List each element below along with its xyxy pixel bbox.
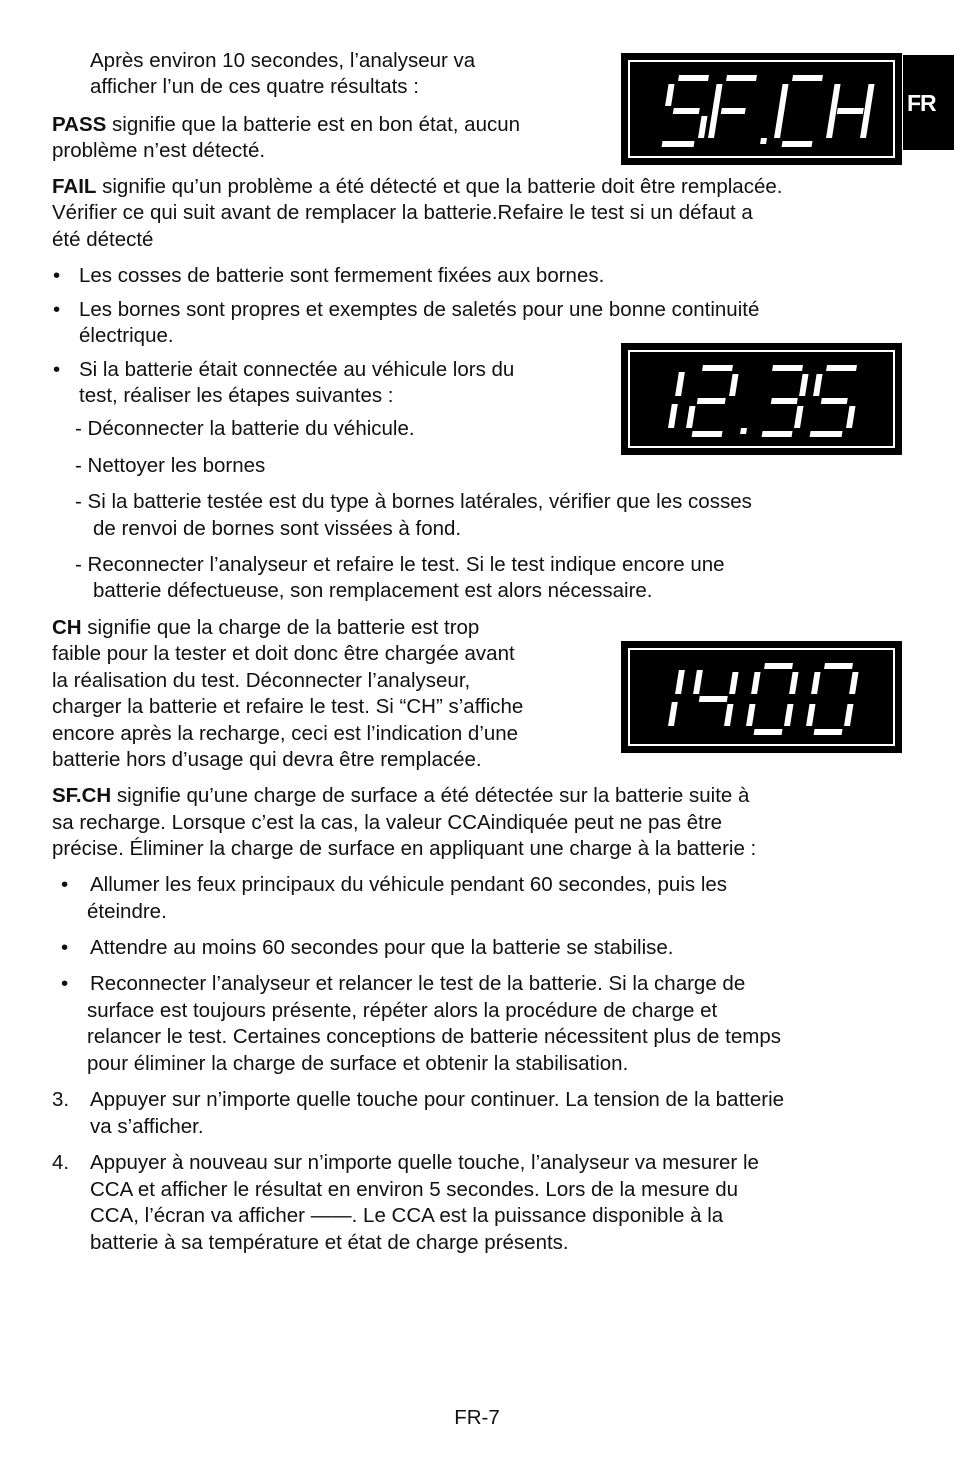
item-4-line-3: CCA, l’écran va afficher ——. Le CCA est la puissance disponible à la bbox=[90, 1204, 724, 1227]
lcd-readout-voltage bbox=[624, 346, 899, 452]
lcd-display-sfch bbox=[621, 53, 902, 165]
language-tab-label: FR bbox=[907, 90, 936, 116]
step-3-line-1: - Si la batterie testée est du type à bornes latérales, vérifier que les cosses bbox=[75, 490, 752, 513]
lcd-readout-sfch bbox=[624, 56, 899, 162]
step-2: - Nettoyer les bornes bbox=[75, 454, 266, 477]
sfch-line-3: précise. Éliminer la charge de surface en appliquant une charge à la batterie : bbox=[52, 837, 757, 860]
ch-line-6: batterie hors d’usage qui devra être remplacée. bbox=[52, 748, 482, 771]
intro-line-2: afficher l’un de ces quatre résultats : bbox=[90, 75, 419, 98]
bullet-icon: • bbox=[53, 264, 61, 287]
bullet-icon: • bbox=[61, 972, 69, 995]
fail-line-2: Vérifier ce qui suit avant de remplacer la batterie.Refaire le test si un défaut a bbox=[52, 201, 753, 224]
item-3-line-1: Appuyer sur n’importe quelle touche pour continuer. La tension de la batterie bbox=[90, 1088, 785, 1111]
fail-bullet-3-line-2: test, réaliser les étapes suivantes : bbox=[79, 384, 394, 407]
sfch-bullet-2: Attendre au moins 60 secondes pour que la batterie se stabilise. bbox=[90, 936, 674, 959]
language-tab bbox=[903, 55, 954, 150]
ch-term: CH bbox=[52, 616, 82, 639]
item-3-line-2: va s’afficher. bbox=[90, 1115, 204, 1138]
fail-bullet-2-line-2: électrique. bbox=[79, 324, 174, 347]
sfch-bullet-3-line-4: pour éliminer la charge de surface et obtenir la stabilisation. bbox=[87, 1052, 629, 1075]
lcd-readout-cca bbox=[624, 644, 899, 750]
item-4-line-1: Appuyer à nouveau sur n’importe quelle touche, l’analyseur va mesurer le bbox=[90, 1151, 759, 1174]
item-4-number: 4. bbox=[52, 1151, 70, 1174]
step-3-line-2: de renvoi de bornes sont vissées à fond. bbox=[93, 517, 462, 540]
intro-line-1: Après environ 10 secondes, l’analyseur va bbox=[90, 49, 476, 72]
lcd-display-voltage bbox=[621, 343, 902, 455]
ch-line-3: la réalisation du test. Déconnecter l’analyseur, bbox=[52, 669, 471, 692]
pass-line-2: problème n’est détecté. bbox=[52, 139, 266, 162]
bullet-icon: • bbox=[61, 873, 69, 896]
step-4-line-1: - Reconnecter l’analyseur et refaire le test. Si le test indique encore une bbox=[75, 553, 725, 576]
bullet-icon: • bbox=[53, 298, 61, 321]
sfch-bullet-1-line-1: Allumer les feux principaux du véhicule pendant 60 secondes, puis les bbox=[90, 873, 728, 896]
sfch-bullet-3-line-1: Reconnecter l’analyseur et relancer le test de la batterie. Si la charge de bbox=[90, 972, 746, 995]
sfch-bullet-3-line-3: relancer le test. Certaines conceptions de batterie nécessitent plus de temps bbox=[87, 1025, 781, 1048]
sfch-bullet-1-line-2: éteindre. bbox=[87, 900, 167, 923]
item-4-line-2: CCA et afficher le résultat en environ 5 secondes. Lors de la mesure du bbox=[90, 1178, 739, 1201]
item-4-line-4: batterie à sa température et état de charge présents. bbox=[90, 1231, 569, 1254]
sfch-bullet-3-line-2: surface est toujours présente, répéter alors la procédure de charge et bbox=[87, 999, 718, 1022]
sfch-line-2: sa recharge. Lorsque c’est la cas, la valeur CCAindiquée peut ne pas être bbox=[52, 811, 723, 834]
lcd-display-cca bbox=[621, 641, 902, 753]
fail-bullet-3-line-1: Si la batterie était connectée au véhicule lors du bbox=[79, 358, 515, 381]
ch-line-4: charger la batterie et refaire le test. Si “CH” s’affiche bbox=[52, 695, 524, 718]
pass-line-1: PASS signifie que la batterie est en bon état, aucun bbox=[52, 113, 521, 136]
page-number: FR-7 bbox=[454, 1406, 500, 1429]
sfch-line-1: SF.CH signifie qu’une charge de surface a été détectée sur la batterie suite à bbox=[52, 784, 750, 807]
pass-term: PASS bbox=[52, 113, 107, 136]
ch-line-1: CH signifie que la charge de la batterie est trop bbox=[52, 616, 480, 639]
sfch-term: SF.CH bbox=[52, 784, 112, 807]
fail-term: FAIL bbox=[52, 175, 97, 198]
ch-line-2: faible pour la tester et doit donc être chargée avant bbox=[52, 642, 515, 665]
ch-line-5: encore après la recharge, ceci est l’indication d’une bbox=[52, 722, 519, 745]
step-4-line-2: batterie défectueuse, son remplacement est alors nécessaire. bbox=[93, 579, 653, 602]
bullet-icon: • bbox=[61, 936, 69, 959]
fail-line-3: été détecté bbox=[52, 228, 154, 251]
bullet-icon: • bbox=[53, 358, 61, 381]
fail-bullet-1: Les cosses de batterie sont fermement fixées aux bornes. bbox=[79, 264, 605, 287]
fail-bullet-2-line-1: Les bornes sont propres et exemptes de saletés pour une bonne continuité bbox=[79, 298, 760, 321]
step-1: - Déconnecter la batterie du véhicule. bbox=[75, 417, 415, 440]
item-3-number: 3. bbox=[52, 1088, 70, 1111]
fail-line-1: FAIL signifie qu’un problème a été détecté et que la batterie doit être remplacée. bbox=[52, 175, 783, 198]
